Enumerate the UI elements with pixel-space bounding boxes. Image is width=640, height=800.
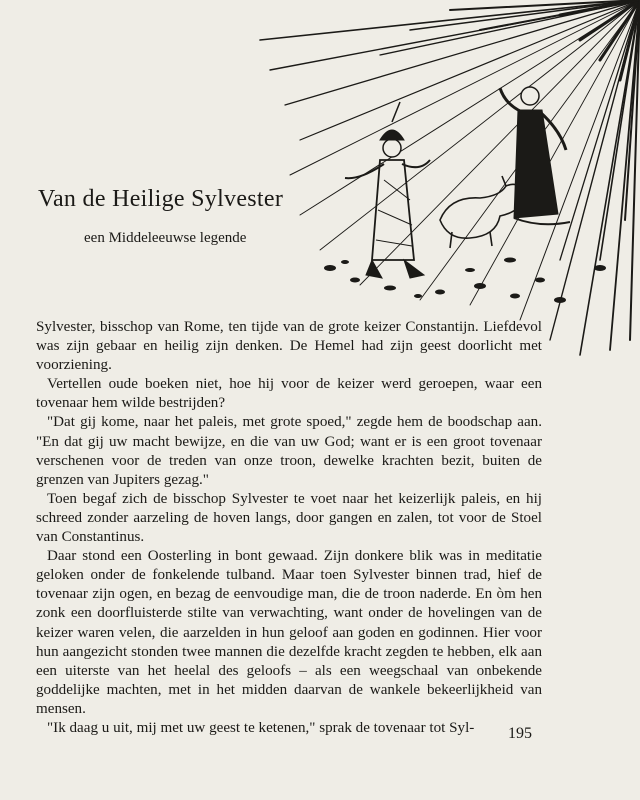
paragraph: "Dat gij kome, naar het paleis, met grote spoed," zegde hem de boodschap aan. "En dat gij uw macht bewijze, en die van uw God; want er is een groot tovenaar verschenen voor de treden van onze troon, dewelke krachten bezit, buiten de grenzen van Jupiters gezag.": [36, 414, 542, 488]
paragraph: Daar stond een Oosterling in bont gewaad. Zijn donkere blik was in meditatie geloken onder de fonkelende tulband. Maar toen Sylvester binnen trad, hief de tovenaar zijn ogen, en bezag de eenvoudige man, die de troon naderde. En òm hen zonk een doorfluisterde stilte van verwachting, want onder de hovelingen van de keizer waren velen, die aarzelden in hun geloof aan goden en godinnen. Hier voor hun aangezicht stonden twee mannen die dezelfde kracht zegden te hebben, elk aan een uiterste van het heelal des geloofs – als een weegschaal van onbekende goddelijke machten, met in het midden daarvan de wankele bekeerlijkheid van mensen.: [36, 548, 542, 717]
paragraph: Sylvester, bisschop van Rome, ten tijde van de grote keizer Constantijn. Liefdevol was zijn gebaar en heilig zijn denken. De Hemel had zijn geest doorlicht met voorziening.: [36, 319, 542, 374]
saint-sylvester-figure: [500, 87, 570, 224]
ox-animal: [440, 174, 526, 248]
paragraph: "Ik daag u uit, mij met uw geest te ketenen," sprak de tovenaar tot Syl-: [47, 719, 475, 736]
radiating-light-rays: [260, 0, 640, 355]
body-text: [36, 318, 542, 738]
chapter-subtitle: een Middeleeuwse legende: [84, 230, 247, 246]
ground-foliage: [324, 258, 606, 304]
paragraph: Toen begaf zich de bisschop Sylvester te voet naar het keizerlijk paleis, en hij schreed zonder aarzeling de hoven langs, door gangen en zalen, tot voor de Stoel van Constantinus.: [36, 490, 542, 546]
chapter-title: Van de Heilige Sylvester: [38, 186, 284, 212]
paragraph: Vertellen oude boeken niet, hoe hij voor de keizer werd geroepen, waar een tovenaar hem wilde bestrijden?: [36, 376, 542, 412]
sorcerer-figure: [345, 102, 430, 278]
page-number: 195: [508, 725, 532, 742]
woodcut-illustration: [0, 0, 640, 370]
